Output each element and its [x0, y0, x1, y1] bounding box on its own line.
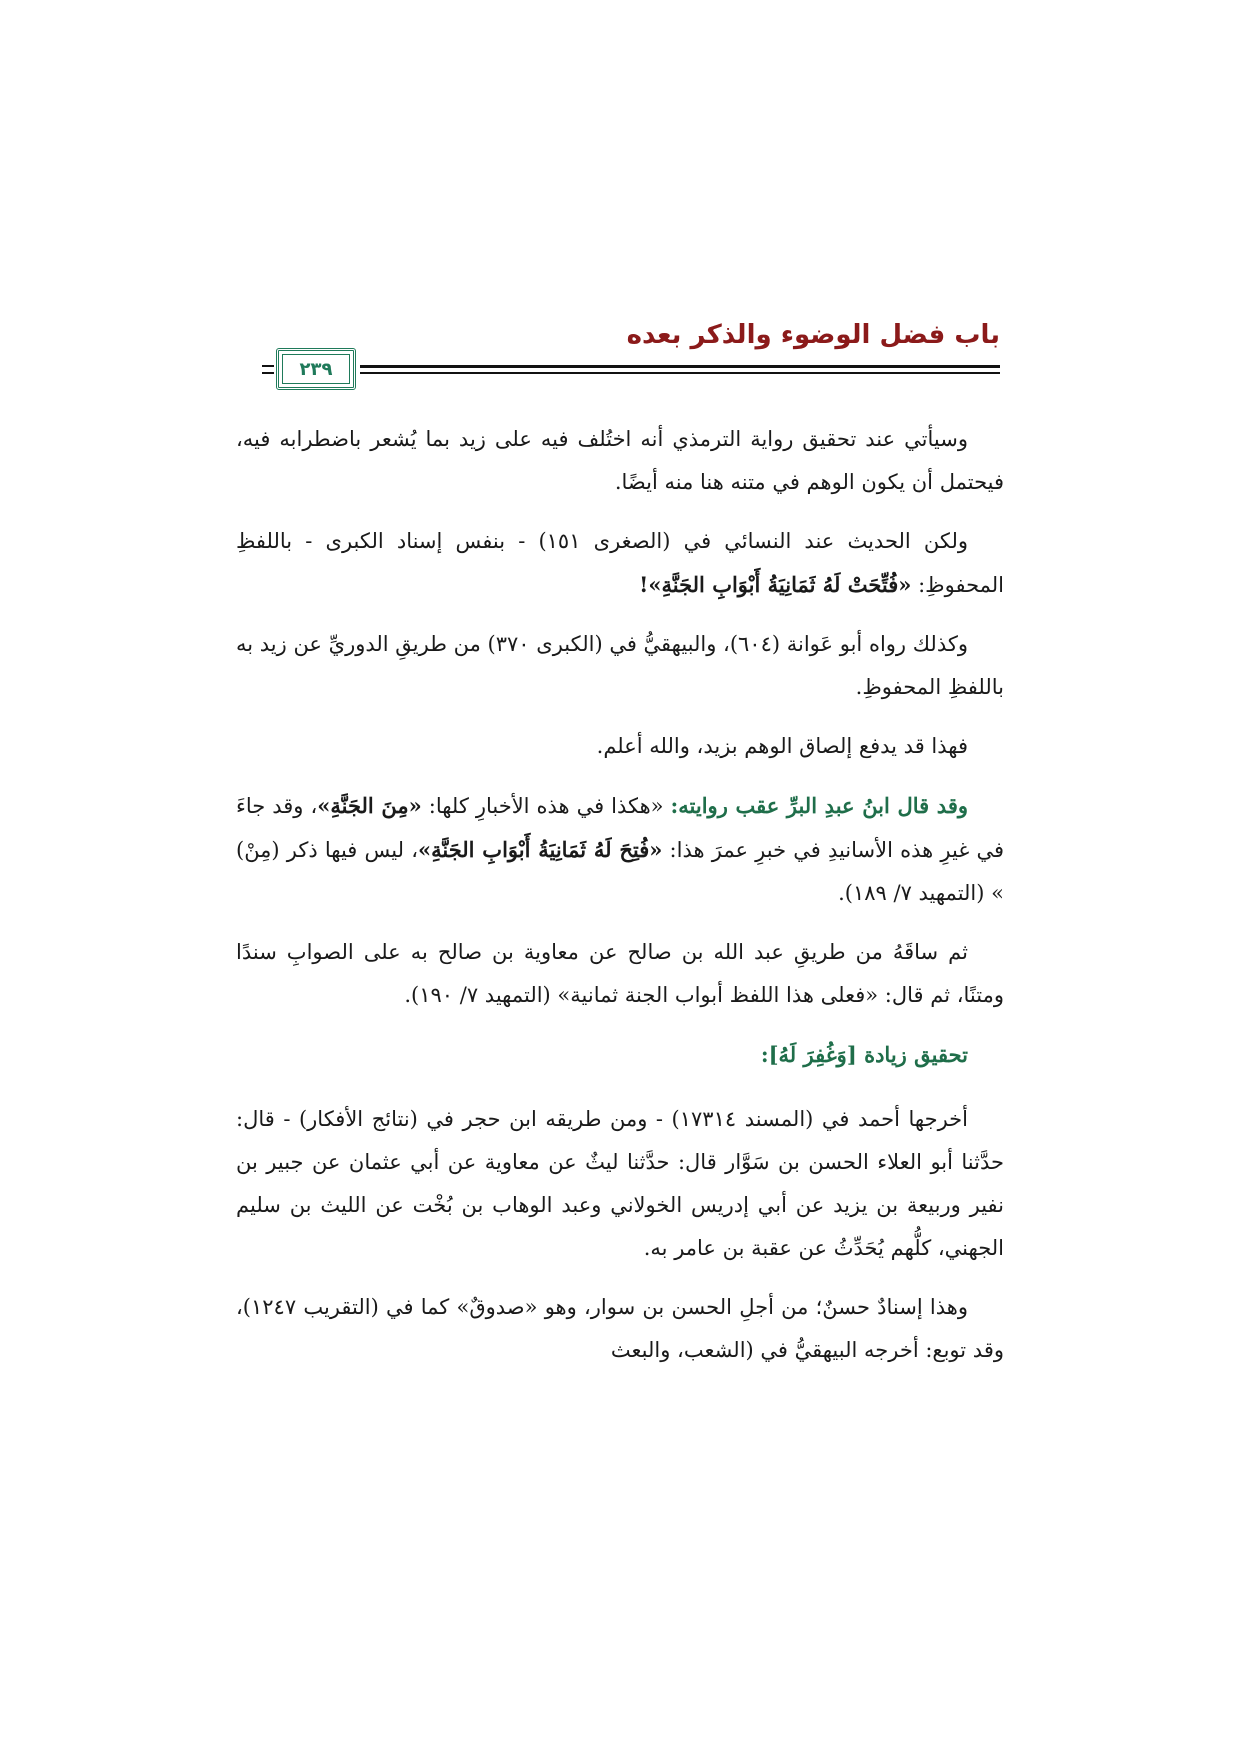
page-header — [262, 320, 1000, 382]
hadith-quote: «مِنَ الجَنَّةِ» — [317, 793, 422, 818]
header-rule — [360, 372, 1000, 374]
paragraph-8: وهذا إسنادٌ حسنٌ؛ من أجلِ الحسن بن سوار، وهو «صدوقٌ» كما في (التقريب ١٢٤٧)، وقد توبع: أخرجه البيهقيُّ في (الشعب، والبعث — [236, 1295, 1004, 1362]
chapter-title: باب فضل الوضوء والذكر بعده — [626, 320, 1000, 350]
section-heading: تحقيق زيادة [وَغُفِرَ لَهُ]: — [760, 1042, 968, 1067]
paragraph-2 — [236, 520, 1004, 607]
header-rule-left — [262, 372, 274, 374]
ibn-abd-al-barr-lead: وقد قال ابنُ عبدِ البرِّ عقب روايته: — [670, 793, 969, 818]
paragraph-2-text: ولكن الحديث عند النسائي في (الصغرى ١٥١) - بنفس إسناد الكبرى - باللفظِ المحفوظِ: — [236, 529, 1004, 597]
quote-text: «هكذا في هذه الأخبارِ كلها: — [421, 794, 671, 818]
header-rule — [360, 365, 1000, 368]
paragraph-6: ثم ساقَهُ من طريقِ عبد الله بن صالح عن معاوية بن صالح به على الصوابِ سندًا ومتنًا، ثم قال: «فعلى هذا اللفظ أبواب الجنة ثمانية» (التمهيد ٧/ ١٩٠). — [236, 940, 1004, 1007]
hadith-quote: «فُتِحَ لَهُ ثَمَانِيَةُ أَبْوَابِ الجَنَّةِ» — [417, 837, 663, 862]
header-rule-left — [262, 365, 274, 367]
page-number: ٢٣٩ — [299, 358, 333, 380]
page-body — [236, 418, 1004, 1388]
paragraph-5 — [236, 784, 1004, 915]
paragraph-3: وكذلك رواه أبو عَوانة (٦٠٤)، والبيهقيُّ في (الكبرى ٣٧٠) من طريقِ الدوريِّ عن زيد به باللفظِ المحفوظِ. — [235, 632, 1004, 699]
page-number-frame — [276, 348, 356, 390]
paragraph-7: أخرجها أحمد في (المسند ١٧٣١٤) - ومن طريقه ابن حجر في (نتائج الأفكار) - قال: حدَّثنا أبو العلاء الحسن بن سَوَّار قال: حدَّثنا ليثٌ عن معاوية عن أبي عثمان عن جبير بن نفير وربيعة بن يزيد عن أبي إدريس الخولاني وعبد الوهاب بن بُخْت عن الليث بن سليم الجهني، كلُّهم يُحَدِّثُ عن عقبة بن عامر به. — [236, 1107, 1004, 1260]
hadith-quote: «فُتِّحَتْ لَهُ ثَمَانِيَةُ أَبْوَابِ الجَنَّةِ»! — [639, 572, 912, 597]
quote-text: ، وقد جاءَ في غيرِ هذه الأسانيدِ في خبرِ عمرَ هذا: — [236, 794, 1005, 862]
quote-text: ، ليس فيها ذكر (مِنْ) » (التمهيد ٧/ ١٨٩). — [236, 838, 1004, 905]
paragraph-4: فهذا قد يدفع إلصاق الوهم بزيد، والله أعلم. — [596, 734, 968, 758]
paragraph-1: وسيأتي عند تحقيق رواية الترمذي أنه اختُلف فيه على زيد بما يُشعر باضطرابه فيه، فيحتمل أن يكون الوهم في متنه هنا منه أيضًا. — [236, 427, 1004, 494]
